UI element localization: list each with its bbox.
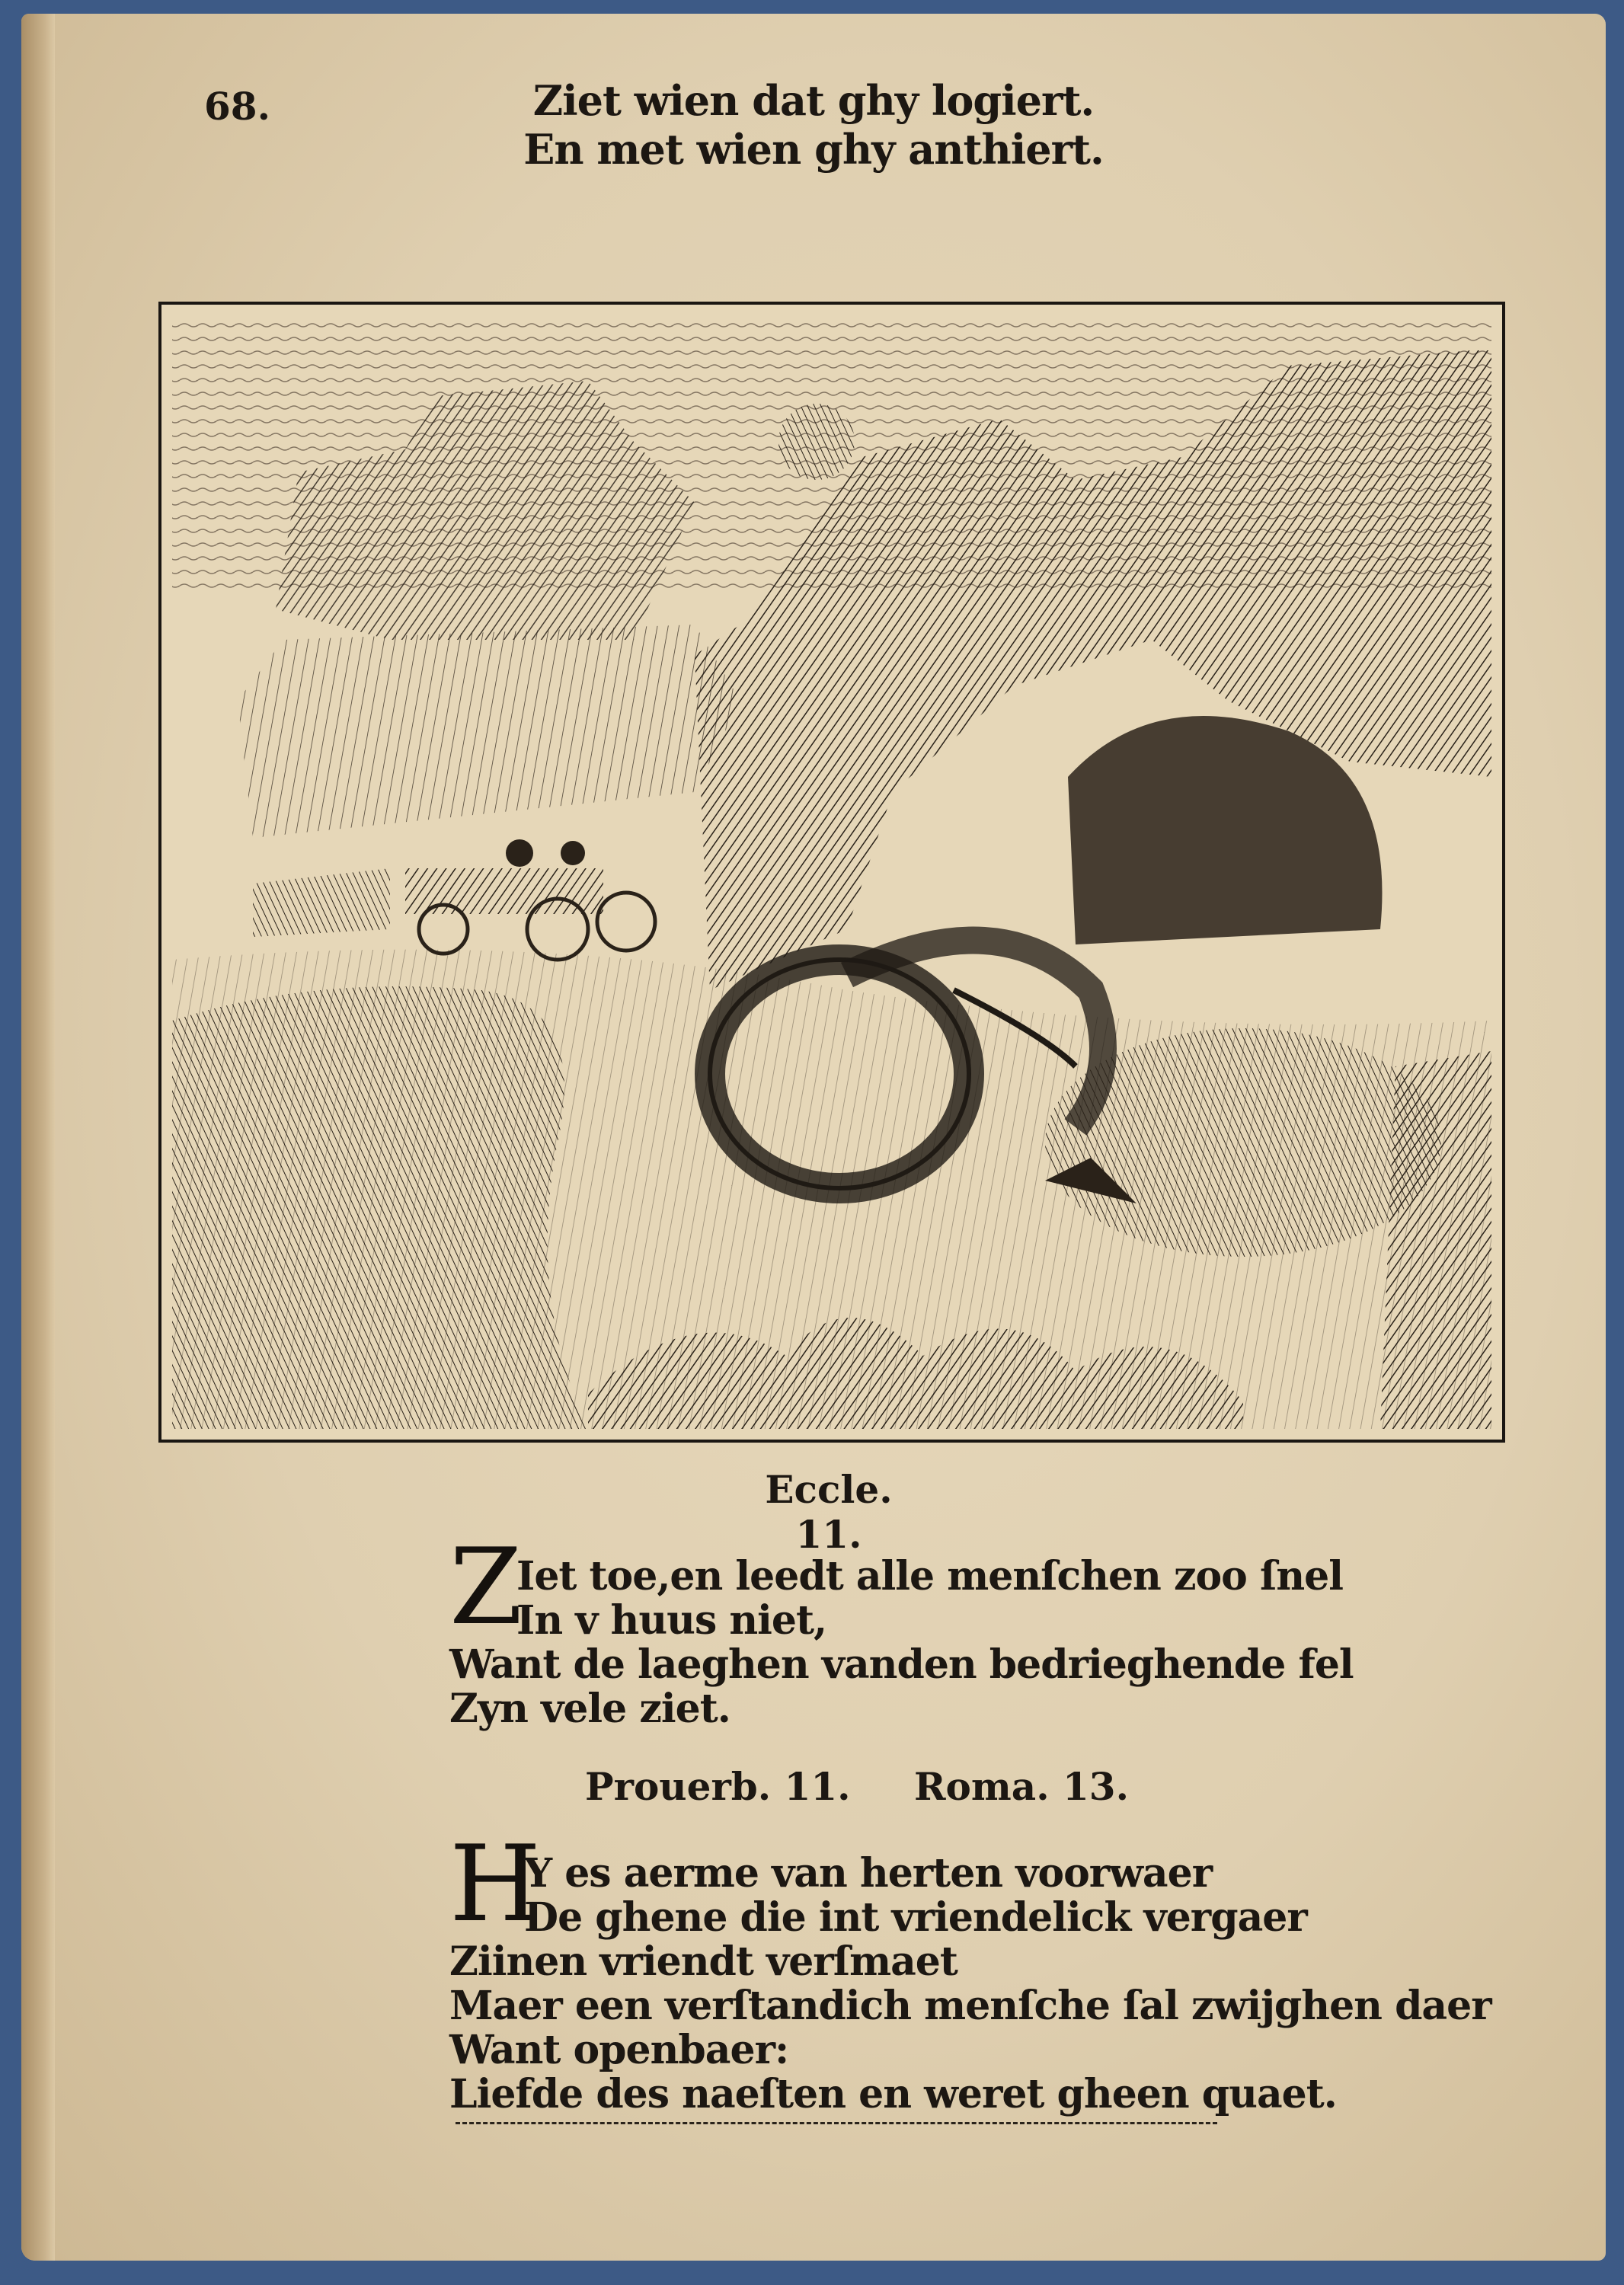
- verse1-line-2: In v huus niet,: [516, 1597, 827, 1644]
- dropcap-h: H: [449, 1823, 542, 1945]
- hedgehog: [1045, 1028, 1441, 1257]
- verse2-line-1: Y es aerme van herten voorwaer: [524, 1850, 1213, 1897]
- tree: [778, 404, 855, 480]
- page-number: 68.: [204, 84, 270, 129]
- engraving-svg: [161, 305, 1502, 1440]
- motto-line-1: Ziet wien dat ghy logiert.: [532, 76, 1095, 125]
- engraving-illustration: [158, 302, 1505, 1443]
- underline-mark: [456, 2122, 1217, 2124]
- scripture-reference-roma: Roma. 13.: [914, 1764, 1130, 1809]
- verse2-line-5: Want openbaer:: [449, 2027, 789, 2073]
- verse2-line-6: Liefde des naeſten en weret gheen quaet.: [449, 2071, 1337, 2117]
- verse1-line-1: Iet toe,en leedt alle menſchen zoo ſnel: [516, 1553, 1343, 1600]
- verse2-line-2: De ghene die int vriendelick vergaer: [524, 1894, 1307, 1941]
- foreground-hill: [172, 986, 588, 1429]
- book-page: [21, 14, 1606, 2261]
- scripture-reference-eccle: Eccle. 11.: [765, 1467, 893, 1557]
- verse2-line-3: Ziinen vriendt verſmaet: [449, 1938, 957, 1985]
- verse1-line-3: Want de laeghen vanden bedrieghende fel: [449, 1641, 1354, 1688]
- scripture-reference-prouerb: Prouerb. 11.: [585, 1764, 851, 1809]
- book-spine-edge: [21, 14, 55, 2261]
- motto-line-2: En met wien ghy anthiert.: [523, 125, 1104, 174]
- verse1-line-4: Zyn vele ziet.: [449, 1686, 730, 1732]
- dropcap-z: Z: [449, 1526, 523, 1648]
- verse2-line-4: Maer een verſtandich menſche ſal zwijghen daer: [449, 1983, 1491, 2029]
